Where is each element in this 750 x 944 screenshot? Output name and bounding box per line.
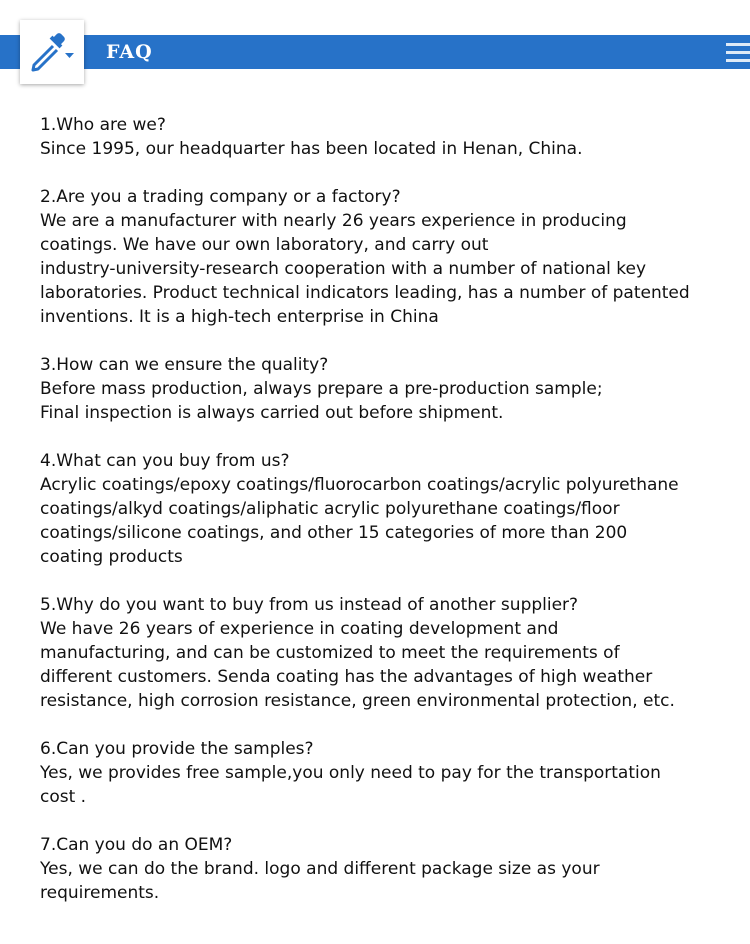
faq-item bbox=[40, 593, 730, 713]
dropper-icon bbox=[20, 20, 84, 84]
logo-badge bbox=[20, 20, 84, 84]
faq-answer-line: coatings/alkyd coatings/aliphatic acrylic polyurethane coatings/floor bbox=[40, 499, 620, 519]
faq-item bbox=[40, 353, 730, 425]
faq-question: 4.What can you buy from us? bbox=[40, 451, 290, 471]
faq-question: 1.Who are we? bbox=[40, 115, 166, 135]
faq-answer-line: coating products bbox=[40, 547, 183, 567]
faq-item bbox=[40, 449, 730, 569]
faq-item bbox=[40, 113, 730, 161]
faq-answer-line: inventions. It is a high-tech enterprise in China bbox=[40, 307, 439, 327]
menu-icon[interactable] bbox=[726, 40, 750, 64]
faq-answer-line: Yes, we provides free sample,you only need to pay for the transportation bbox=[40, 763, 661, 783]
faq-answer-line: We are a manufacturer with nearly 26 years experience in producing bbox=[40, 211, 627, 231]
faq-answer-line: Since 1995, our headquarter has been located in Henan, China. bbox=[40, 139, 583, 159]
faq-question: 7.Can you do an OEM? bbox=[40, 835, 233, 855]
faq-answer-line: coatings. We have our own laboratory, and carry out bbox=[40, 235, 489, 255]
faq-question: 2.Are you a trading company or a factory? bbox=[40, 187, 401, 207]
faq-answer-line: coatings/silicone coatings, and other 15 categories of more than 200 bbox=[40, 523, 628, 543]
faq-question: 6.Can you provide the samples? bbox=[40, 739, 314, 759]
faq-answer-line: requirements. bbox=[40, 883, 160, 903]
faq-answer-line: Final inspection is always carried out before shipment. bbox=[40, 403, 504, 423]
faq-answer-line: manufacturing, and can be customized to meet the requirements of bbox=[40, 643, 620, 663]
faq-answer-line: Before mass production, always prepare a pre-production sample; bbox=[40, 379, 603, 399]
faq-item bbox=[40, 833, 730, 905]
faq-answer-line: cost . bbox=[40, 787, 87, 807]
faq-question: 3.How can we ensure the quality? bbox=[40, 355, 329, 375]
faq-answer-line: resistance, high corrosion resistance, green environmental protection, etc. bbox=[40, 691, 675, 711]
faq-answer-line: industry-university-research cooperation with a number of national key bbox=[40, 259, 647, 279]
faq-answer-line: Acrylic coatings/epoxy coatings/fluorocarbon coatings/acrylic polyurethane bbox=[40, 475, 679, 495]
faq-item bbox=[40, 185, 730, 329]
faq-question: 5.Why do you want to buy from us instead of another supplier? bbox=[40, 595, 579, 615]
faq-answer-line: We have 26 years of experience in coating development and bbox=[40, 619, 559, 639]
faq-answer-line: Yes, we can do the brand. logo and different package size as your bbox=[40, 859, 600, 879]
faq-answer-line: laboratories. Product technical indicators leading, has a number of patented bbox=[40, 283, 690, 303]
faq-item bbox=[40, 737, 730, 809]
faq-list bbox=[40, 113, 730, 929]
page-title: FAQ bbox=[106, 41, 153, 63]
faq-answer-line: different customers. Senda coating has the advantages of high weather bbox=[40, 667, 653, 687]
